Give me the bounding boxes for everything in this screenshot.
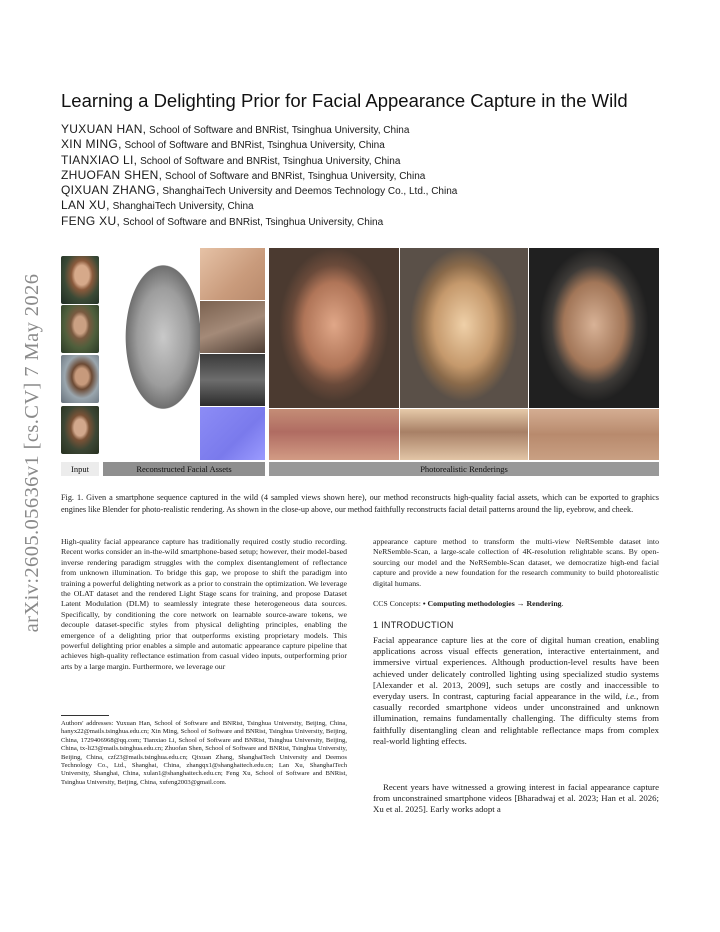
- roughness-map-image: [200, 354, 265, 406]
- author-name: TIANXIAO LI,: [61, 152, 138, 167]
- author-list: [61, 122, 661, 229]
- abstract-text: High-quality facial appearance capture has traditionally required costly studio recording. Recent works consider an in-the-wild smartphone-based setup; however, their model-based inverse rendering paradigm struggles with the complex disentanglement of reflectance from unknown illumination. To bridge this gap, we propose to shift the paradigm into training a powerful delighting network as a prior to constrain the optimization. We leverage the OLAT dataset and the rendered Light Stage scans for training, and propose Dataset Latent Modulation (DLM) to seamlessly integrate these heterogeneous data sources. Specifically, by conditioning the core network on learnable source-aware tokens, we decouple dataset-specific styles from physical delighting principles, enabling the emergence of a delighting prior that outperforms existing proprietary models. This powerful delighting prior enables a simple and automatic appearance capture pipeline that achieves high-quality reflectance estimation from casual video inputs, outperforming prior arts by a large margin. Furthermore, we leverage our: [61, 537, 347, 671]
- abstract-continuation: appearance capture method to transform the multi-view NeRSemble dataset into NeRSemble-Scan, a large-scale collection of 4K-resolution relightable scans. By open-sourcing our model and the NeRSemble-Scan dataset, we democratize high-end facial capture and provide a new foundation for the research community to build photorealistic digital humans.: [373, 537, 659, 588]
- author-affiliation: ShanghaiTech University and Deemos Technology Co., Ltd., China: [159, 186, 458, 198]
- intro-ie: i.e.: [625, 691, 637, 702]
- footnote-rule: [61, 715, 109, 716]
- author-affiliation: School of Software and BNRist, Tsinghua University, China: [146, 125, 410, 136]
- ccs-suffix: .: [561, 599, 564, 608]
- normal-map-image: [200, 407, 265, 460]
- input-label: Input: [61, 462, 99, 476]
- input-view-image: [61, 406, 99, 454]
- teaser-figure: [61, 248, 659, 478]
- author-addresses-footnote: Authors' addresses: Yuxuan Han, School of Software and BNRist, Tsinghua University, Beijing, China, hanyx22@mails.tsinghua.edu.cn; Xin Ming, School of Software and BNRist, Tsinghua University, Beijing, China, 1729406968@qq.com; Tianxiao Li, School of Software and BNRist, Tsinghua University, Beijing, China, tx-li23@mails.tsinghua.edu.cn; Zhuofan Shen, School of Software and BNRist, Tsinghua University, Beijing, China, czf23@mails.tsinghua.edu.cn; Qixuan Zhang, ShanghaiTech University and Deemos Technology Co., Ltd., Shanghai, China, zhangqx1@shanghaitech.edu.cn; Lan Xu, ShanghaiTech University, Shanghai, China, xulan1@shanghaitech.edu.cn; Feng Xu, School of Software and BNRist, Tsinghua University, Beijing, China, xufeng2003@gmail.com.: [61, 720, 347, 786]
- author-affiliation: School of Software and BNRist, Tsinghua University, China: [121, 140, 385, 152]
- intro-paragraph-1: [373, 635, 659, 747]
- input-view-image: [61, 256, 99, 304]
- input-view-image: [61, 355, 99, 403]
- author-line: [61, 168, 661, 183]
- author-line: [61, 214, 661, 229]
- specular-map-image: [200, 301, 265, 353]
- author-affiliation: School of Software and BNRist, Tsinghua University, China: [120, 216, 384, 228]
- renderings-label: Photorealistic Renderings: [269, 462, 659, 476]
- author-affiliation: School of Software and BNRist, Tsinghua University, China: [162, 170, 426, 182]
- author-name: QIXUAN ZHANG,: [61, 183, 160, 198]
- author-line: [61, 153, 661, 168]
- intro-paragraph-2: [373, 782, 659, 816]
- author-name: XIN MING,: [61, 137, 122, 152]
- cheek-closeup-image: [529, 409, 659, 460]
- geometry-mesh-image: [103, 248, 200, 460]
- rendering-image: [529, 248, 659, 408]
- arxiv-stamp: arXiv:2605.05636v1 [cs.CV] 7 May 2026: [21, 273, 43, 633]
- assets-label: Reconstructed Facial Assets: [103, 462, 265, 476]
- author-line: [61, 122, 661, 137]
- intro-text: , from casually recorded smartphone videos under unconstrained and unknown illumination, remains fundamentally challenging. The difficulty stems from faithfully disentangling clean and relightable reflectance maps from complex real-world lighting effects.: [373, 691, 659, 746]
- author-affiliation: School of Software and BNRist, Tsinghua University, China: [137, 155, 401, 167]
- author-line: [61, 137, 661, 152]
- intro-text: Recent years have witnessed a growing interest in facial appearance capture from unconstrained smartphone videos [Bharadwaj et al. 2023; Han et al. 2026; Xu et al. 2025]. Early works adopt a: [373, 782, 659, 815]
- intro-text: Facial appearance capture lies at the core of digital human creation, enabling applications across visual effects generation, interactive entertainment, and immersive virtual experiences. Although production-level results have been achieved under delicately controlled lighting using specialized studio systems [Alexander et al. 2013, 2009], such setups are costly and inaccessible to everyday users. In contrast, capturing facial appearance in the wild,: [373, 635, 659, 702]
- author-affiliation: ShanghaiTech University, China: [109, 201, 254, 213]
- section-heading: 1 INTRODUCTION: [373, 620, 454, 630]
- author-name: LAN XU,: [61, 198, 110, 213]
- ccs-concepts: [373, 599, 659, 608]
- rendering-image: [269, 248, 399, 408]
- albedo-map-image: [200, 248, 265, 300]
- eyebrow-closeup-image: [400, 409, 528, 460]
- author-line: [61, 183, 661, 198]
- paper-title: Learning a Delighting Prior for Facial Appearance Capture in the Wild: [61, 90, 628, 111]
- author-name: FENG XU,: [61, 213, 121, 228]
- ccs-prefix: CCS Concepts:: [373, 599, 423, 608]
- rendering-image: [400, 248, 528, 408]
- ccs-bullet: • Computing methodologies → Rendering: [422, 599, 562, 608]
- input-view-image: [61, 305, 99, 353]
- figure-caption: Fig. 1. Given a smartphone sequence captured in the wild (4 sampled views shown here), our method reconstructs high-quality facial assets, which can be exported to graphics engines like Blender for photo-realistic rendering. As shown in the close-up above, our method faithfully reconstructs facial detail patterns around the lip, eyebrow, and cheek.: [61, 493, 659, 514]
- author-name: YUXUAN HAN,: [61, 122, 147, 136]
- author-name: ZHUOFAN SHEN,: [61, 167, 163, 182]
- lip-closeup-image: [269, 409, 399, 460]
- author-line: [61, 198, 661, 213]
